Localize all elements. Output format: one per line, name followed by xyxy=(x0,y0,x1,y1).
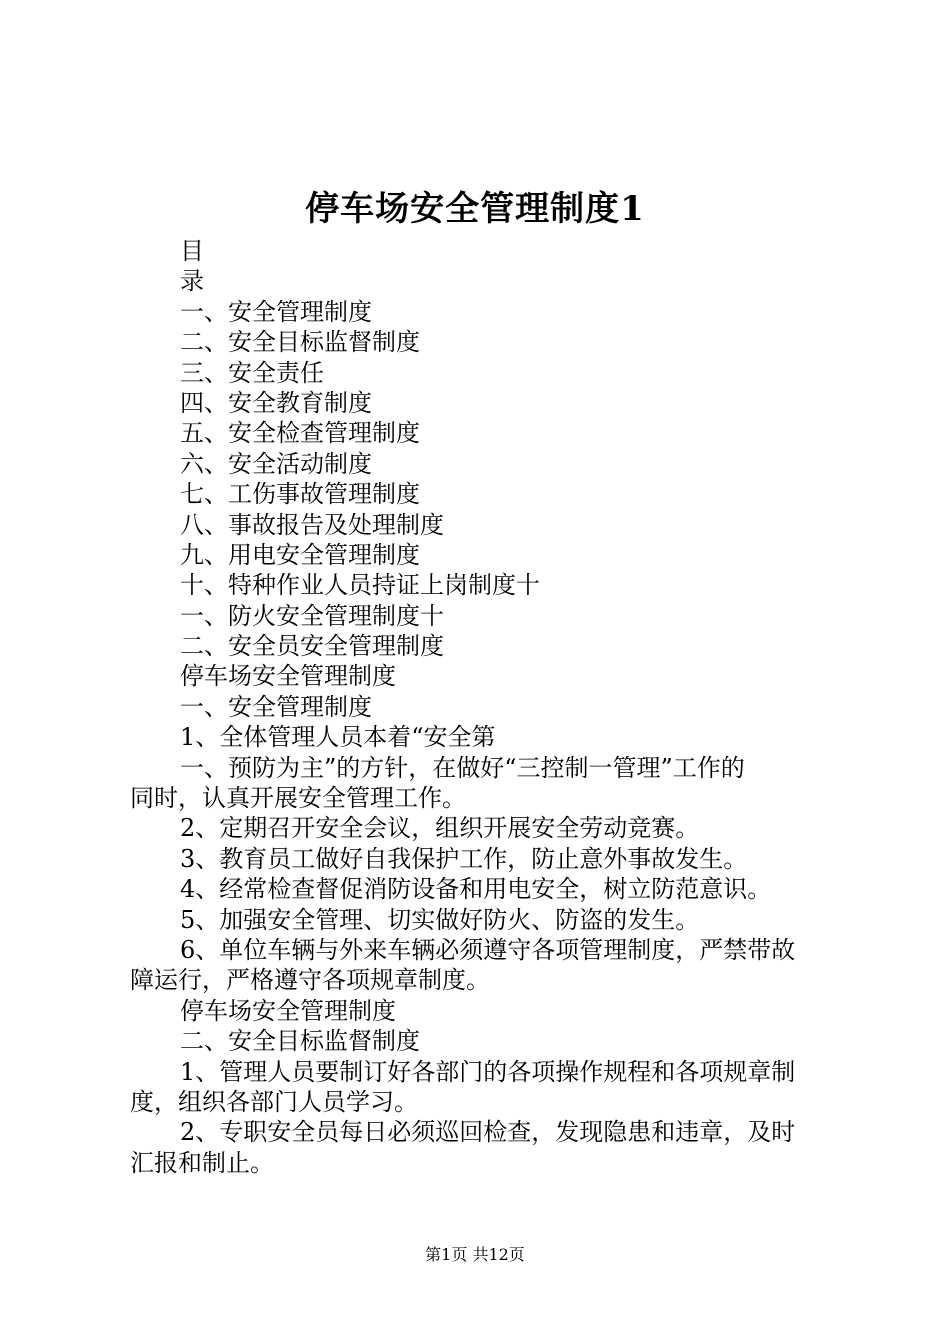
text-line: 障运行，严格遵守各项规章制度。 xyxy=(130,966,490,995)
text-line: 六、安全活动制度 xyxy=(180,449,372,478)
text-line: 一、安全管理制度 xyxy=(180,297,372,326)
text-line: 五、安全检查管理制度 xyxy=(180,419,420,448)
text-line: 4、经常检查督促消防设备和用电安全，树立防范意识。 xyxy=(180,875,772,904)
text-line: 目 xyxy=(180,237,204,265)
page-footer: 第1页 共12页 xyxy=(425,1245,525,1264)
text-line: 七、工伤事故管理制度 xyxy=(180,480,420,509)
text-line: 一、防火安全管理制度十 xyxy=(180,601,444,630)
text-line: 2、定期召开安全会议，组织开展安全劳动竞赛。 xyxy=(180,814,700,843)
text-line: 八、事故报告及处理制度 xyxy=(180,510,444,539)
text-line: 1、全体管理人员本着“安全第 xyxy=(180,723,496,752)
text-line: 5、加强安全管理、切实做好防火、防盗的发生。 xyxy=(180,905,700,934)
text-line: 3、教育员工做好自我保护工作，防止意外事故发生。 xyxy=(180,844,748,873)
document-title: 停车场安全管理制度1 xyxy=(305,189,645,229)
text-line: 停车场安全管理制度 xyxy=(180,662,396,691)
text-line: 录 xyxy=(180,267,204,296)
text-line: 三、安全责任 xyxy=(180,358,324,387)
text-line: 二、安全目标监督制度 xyxy=(180,328,420,357)
text-line: 十、特种作业人员持证上岗制度十 xyxy=(180,571,540,600)
text-line: 二、安全目标监督制度 xyxy=(180,1027,420,1056)
text-line: 二、安全员安全管理制度 xyxy=(180,632,444,661)
text-line: 四、安全教育制度 xyxy=(180,388,372,417)
text-line: 汇报和制止。 xyxy=(130,1148,274,1177)
text-line: 同时，认真开展安全管理工作。 xyxy=(130,784,466,813)
text-line: 一、安全管理制度 xyxy=(180,692,372,721)
text-line: 1、管理人员要制订好各部门的各项操作规程和各项规章制 xyxy=(180,1057,796,1086)
text-line: 一、预防为主”的方针，在做好“三控制一管理”工作的 xyxy=(180,753,745,782)
text-line: 停车场安全管理制度 xyxy=(180,996,396,1025)
document-body xyxy=(130,236,830,1178)
text-line: 度，组织各部门人员学习。 xyxy=(130,1087,418,1116)
text-line: 6、单位车辆与外来车辆必须遵守各项管理制度，严禁带故 xyxy=(180,935,796,964)
text-line: 2、专职安全员每日必须巡回检查，发现隐患和违章，及时 xyxy=(180,1118,796,1147)
text-line: 九、用电安全管理制度 xyxy=(180,540,420,569)
